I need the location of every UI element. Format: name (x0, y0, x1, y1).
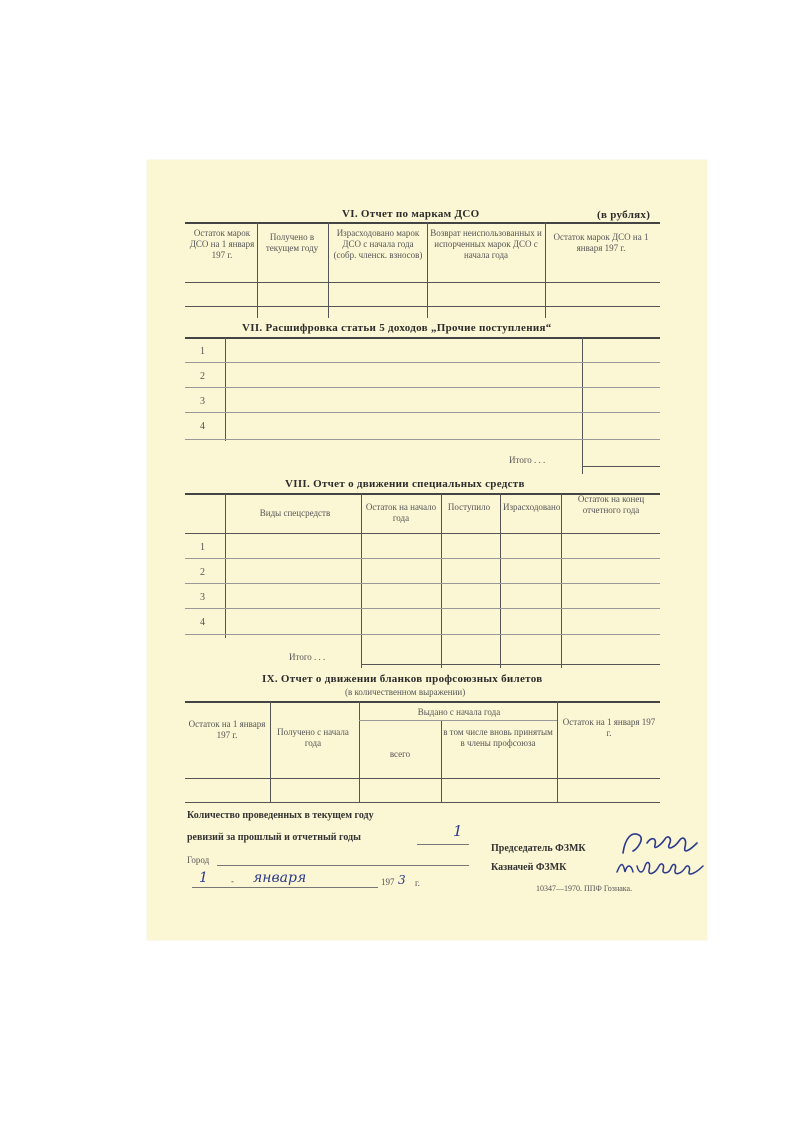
section7-row-rule (185, 362, 660, 363)
section6-col1-header: Остаток марок ДСО на 1 января 197 г. (189, 228, 255, 260)
audits-label-line2: ревизий за прошлый и отчетный годы (187, 832, 361, 843)
section7-top-rule (185, 337, 660, 339)
section7-row-number: 3 (200, 396, 205, 407)
section7-divider (225, 337, 226, 441)
section8-row-rule (185, 608, 660, 609)
section7-row-number: 2 (200, 371, 205, 382)
section8-row-rule (185, 558, 660, 559)
section8-col2-header: Остаток на начало года (365, 502, 437, 523)
section8-row-number: 3 (200, 592, 205, 603)
date-year-handwritten: 3 (398, 873, 406, 887)
print-info: 10347—1970. ППФ Гознака. (536, 884, 633, 893)
date-separator: - (231, 876, 234, 886)
section6-col5-header: Остаток марок ДСО на 1 января 197 г. (553, 232, 649, 253)
section6-col3-header: Израсходовано марок ДСО с начала года (собр. членск. взносов) (333, 228, 423, 260)
section6-divider (427, 222, 428, 318)
section8-total-label: Итого . . . (289, 652, 326, 662)
treasurer-signature-drawing (613, 852, 709, 882)
section7-total-label: Итого . . . (509, 455, 546, 465)
section7-row-rule (185, 387, 660, 388)
date-line (192, 887, 378, 888)
section8-header-rule (185, 533, 660, 534)
section9-divider (557, 701, 558, 803)
section9-issued-rule (359, 720, 557, 721)
section9-col2-header: Получено с начала года (277, 727, 349, 748)
section6-unit: (в рублях) (597, 209, 651, 221)
section9-divider (441, 720, 442, 803)
section9-col3-header: всего (389, 749, 411, 759)
section7-row-number: 1 (200, 346, 205, 357)
section6-divider (328, 222, 329, 318)
section8-col3-header: Поступило (447, 502, 491, 512)
section8-divider (561, 493, 562, 668)
section8-divider (500, 493, 501, 668)
treasurer-label: Казначей ФЗМК (491, 862, 567, 873)
section7-total-rule (583, 466, 660, 467)
section6-divider (545, 222, 546, 318)
section9-top-rule (185, 701, 660, 703)
section8-col5-header: Остаток на конец отчетного года (577, 494, 645, 515)
date-day: 1 (199, 870, 208, 886)
section6-row-rule (185, 306, 660, 307)
section7-row-number: 4 (200, 421, 205, 432)
section7-row-rule (185, 412, 660, 413)
audits-label-line1: Количество проведенных в текущем году (187, 810, 374, 821)
section8-total-rule (361, 664, 660, 665)
section9-issued-header: Выдано с начала года (417, 707, 501, 717)
section9-title: IX. Отчет о движении бланков профсоюзных билетов (262, 673, 543, 685)
section9-divider (359, 701, 360, 803)
section6-header-rule (185, 282, 660, 283)
section6-col2-header: Получено в текущем году (265, 232, 319, 253)
section8-divider (225, 493, 226, 638)
section9-header-rule (185, 778, 660, 779)
section8-row-number: 4 (200, 617, 205, 628)
section6-divider (257, 222, 258, 318)
section9-col4-header: в том числе вновь принятым в члены профсоюза (443, 727, 553, 748)
section7-row-rule (185, 439, 660, 440)
date-year-prefix: 197 (381, 877, 395, 887)
audits-value: 1 (453, 822, 463, 840)
chairman-label: Председатель ФЗМК (491, 843, 586, 854)
city-line (217, 865, 469, 866)
treasurer-signature (613, 852, 709, 887)
section8-col1-header: Виды спецсредств (259, 508, 331, 518)
section6-title: VI. Отчет по маркам ДСО (342, 208, 480, 220)
city-label: Город (187, 855, 210, 865)
section7-title: VII. Расшифровка статьи 5 доходов „Прочие поступления“ (242, 322, 552, 334)
section9-divider (270, 701, 271, 803)
section8-title: VIII. Отчет о движении специальных средств (285, 478, 525, 490)
section8-row-rule (185, 634, 660, 635)
section6-col4-header: Возврат неиспользованных и испорченных марок ДСО с начала года (430, 228, 542, 260)
section8-col4-header: Израсходовано (503, 502, 561, 512)
document-sheet (147, 160, 707, 940)
section7-divider (582, 337, 583, 474)
section8-row-rule (185, 583, 660, 584)
section9-col1-header: Остаток на 1 января 197 г. (188, 719, 266, 740)
section8-divider (441, 493, 442, 668)
section9-row-rule (185, 802, 660, 803)
date-suffix: г. (415, 878, 420, 888)
section8-divider (361, 493, 362, 668)
section8-row-number: 1 (200, 542, 205, 553)
audits-value-line (417, 844, 469, 845)
date-month: января (253, 870, 307, 886)
section8-row-number: 2 (200, 567, 205, 578)
section9-col5-header: Остаток на 1 января 197 г. (562, 717, 656, 738)
section9-subtitle: (в количественном выражении) (345, 687, 466, 697)
